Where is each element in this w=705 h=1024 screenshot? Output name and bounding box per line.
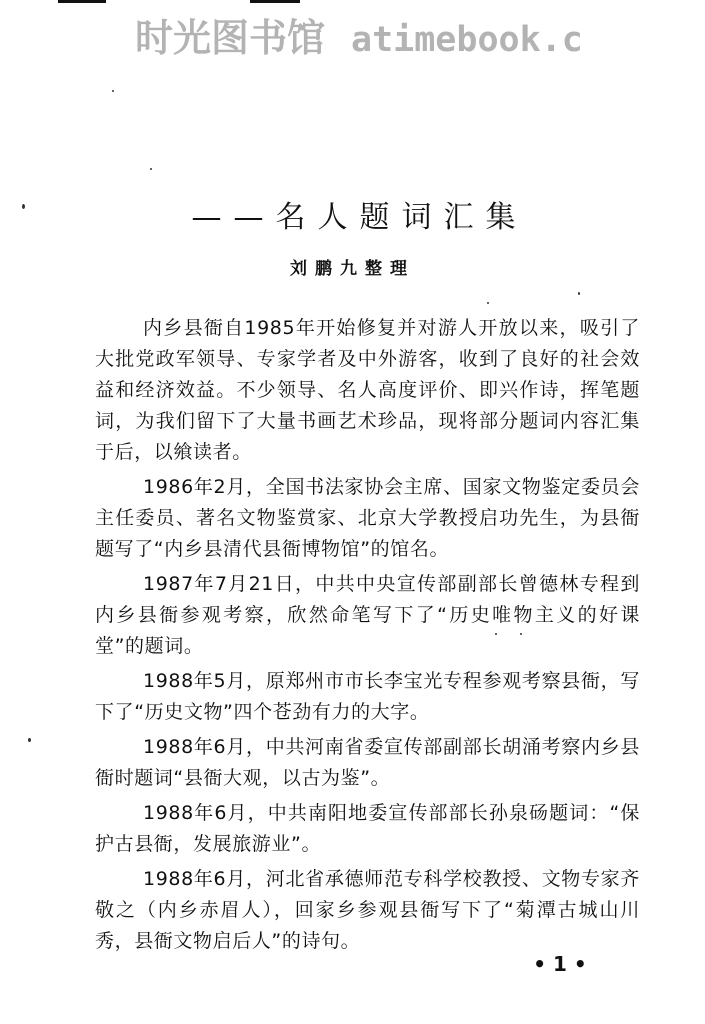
watermark-latin: atimebook.c xyxy=(351,20,583,60)
paragraph-1988-li-baoguang: 1988年5月，原郑州市市长李宝光专程参观考察县衙，写下了“历史文物”四个苍劲有力的大字。 xyxy=(95,670,640,723)
body-text xyxy=(95,313,640,961)
compiler-credit: 刘鹏九整理 xyxy=(290,259,415,279)
paragraph-1987-zeng-delin: 1987年7月21日，中共中央宣传部副部长曾德林专程到内乡县衙参观考察，欣然命笔写下了“历史唯物主义的好课堂”的题词。 xyxy=(95,573,640,657)
scan-speck xyxy=(112,90,114,92)
paragraph-intro: 内乡县衙自1985年开始修复并对游人开放以来，吸引了大批党政军领导、专家学者及中外游客，收到了良好的社会效益和经济效益。不少领导、名人高度评价、即兴作诗，挥笔题词，为我们留下了大量书画艺术珍品，现将部分题词内容汇集于后，以飨读者。 xyxy=(95,317,640,463)
scan-speck xyxy=(22,204,25,209)
scan-speck xyxy=(487,302,489,304)
paragraph-1986-qigong: 1986年2月，全国书法家协会主席、国家文物鉴定委员会主任委员、著名文物鉴赏家、北京大学教授启功先生，为县衙题写了“内乡县清代县衙博物馆”的馆名。 xyxy=(95,476,640,560)
watermark xyxy=(135,14,705,64)
scan-speck xyxy=(150,168,152,170)
scan-speck xyxy=(520,633,522,635)
top-rule-right xyxy=(250,0,300,3)
paragraph-1988-sun-quan: 1988年6月，中共南阳地委宣传部部长孙泉砀题词：“保护古县衙，发展旅游业”。 xyxy=(95,802,640,855)
scan-speck xyxy=(495,633,497,635)
scan-speck xyxy=(28,738,31,742)
scan-speck xyxy=(578,292,580,295)
page-title: ——名人题词汇集 xyxy=(191,200,528,235)
watermark-cjk: 时光图书馆 xyxy=(135,16,326,60)
page-number: • 1 • xyxy=(533,952,587,976)
top-rule-left xyxy=(58,0,106,3)
paragraph-1988-qi-jingzhi: 1988年6月，河北省承德师范专科学校教授、文物专家齐敬之（内乡赤眉人），回家乡参观县衙写下了“菊潭古城山川秀，县衙文物启后人”的诗句。 xyxy=(95,868,640,952)
paragraph-1988-hu-yong: 1988年6月，中共河南省委宣传部副部长胡涌考察内乡县衙时题词“县衙大观，以古为鉴”。 xyxy=(95,736,640,789)
